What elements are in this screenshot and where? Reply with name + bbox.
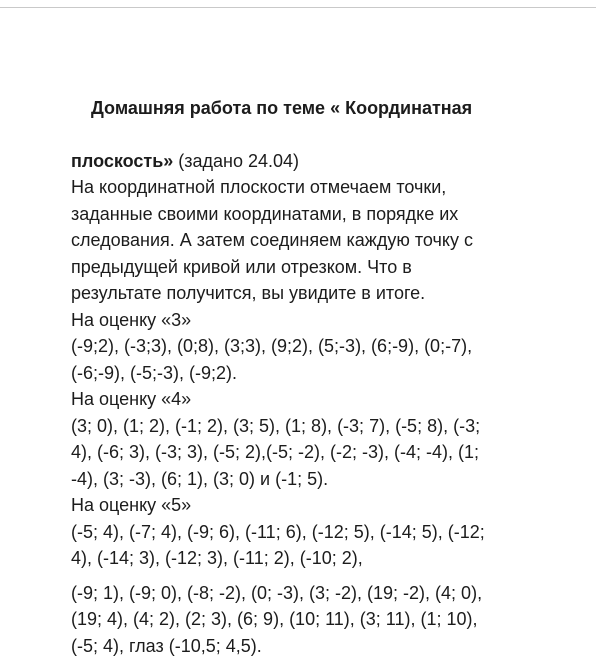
grade3-points: (-6;-9), (-5;-3), (-9;2). <box>71 360 589 387</box>
grade5-points: (-5; 4), глаз (-10,5; 4,5). <box>71 633 589 659</box>
grade5-points: 4), (-14; 3), (-12; 3), (-11; 2), (-10; 2), <box>71 545 589 572</box>
grade5-points: (-9; 1), (-9; 0), (-8; -2), (0; -3), (3; -2), (19; -2), (4; 0), <box>71 580 589 607</box>
grade4-points: 4), (-6; 3), (-3; 3), (-5; 2),(-5; -2), (-2; -3), (-4; -4), (1; <box>71 439 589 466</box>
title-line-1 <box>71 68 589 148</box>
grade5-points: (-5; 4), (-7; 4), (-9; 6), (-11; 6), (-12; 5), (-14; 5), (-12; <box>71 519 589 546</box>
grade3-points: (-9;2), (-3;3), (0;8), (3;3), (9;2), (5;-3), (6;-9), (0;-7), <box>71 333 589 360</box>
grade3-heading: На оценку «3» <box>71 307 589 334</box>
top-divider <box>0 0 596 8</box>
grade4-heading: На оценку «4» <box>71 386 589 413</box>
title-line-2 <box>71 148 589 175</box>
title-date: (задано 24.04) <box>173 151 299 171</box>
grade4-points: -4), (3; -3), (6; 1), (3; 0) и (-1; 5). <box>71 466 589 493</box>
homework-text-block <box>71 68 589 659</box>
intro-line: следования. А затем соединяем каждую точку с <box>71 227 589 254</box>
intro-line: На координатной плоскости отмечаем точки, <box>71 174 589 201</box>
intro-line: результате получится, вы увидите в итоге. <box>71 280 589 307</box>
title-bold-2: плоскость» <box>71 151 173 171</box>
intro-line: заданные своими координатами, в порядке их <box>71 201 589 228</box>
grade5-heading: На оценку «5» <box>71 492 589 519</box>
paragraph-gap <box>71 572 589 580</box>
intro-line: предыдущей кривой или отрезком. Что в <box>71 254 589 281</box>
grade5-points: (19; 4), (4; 2), (2; 3), (6; 9), (10; 11), (3; 11), (1; 10), <box>71 606 589 633</box>
grade4-points: (3; 0), (1; 2), (-1; 2), (3; 5), (1; 8), (-3; 7), (-5; 8), (-3; <box>71 413 589 440</box>
title-bold-1: Домашняя работа по теме « Координатная <box>91 98 472 118</box>
